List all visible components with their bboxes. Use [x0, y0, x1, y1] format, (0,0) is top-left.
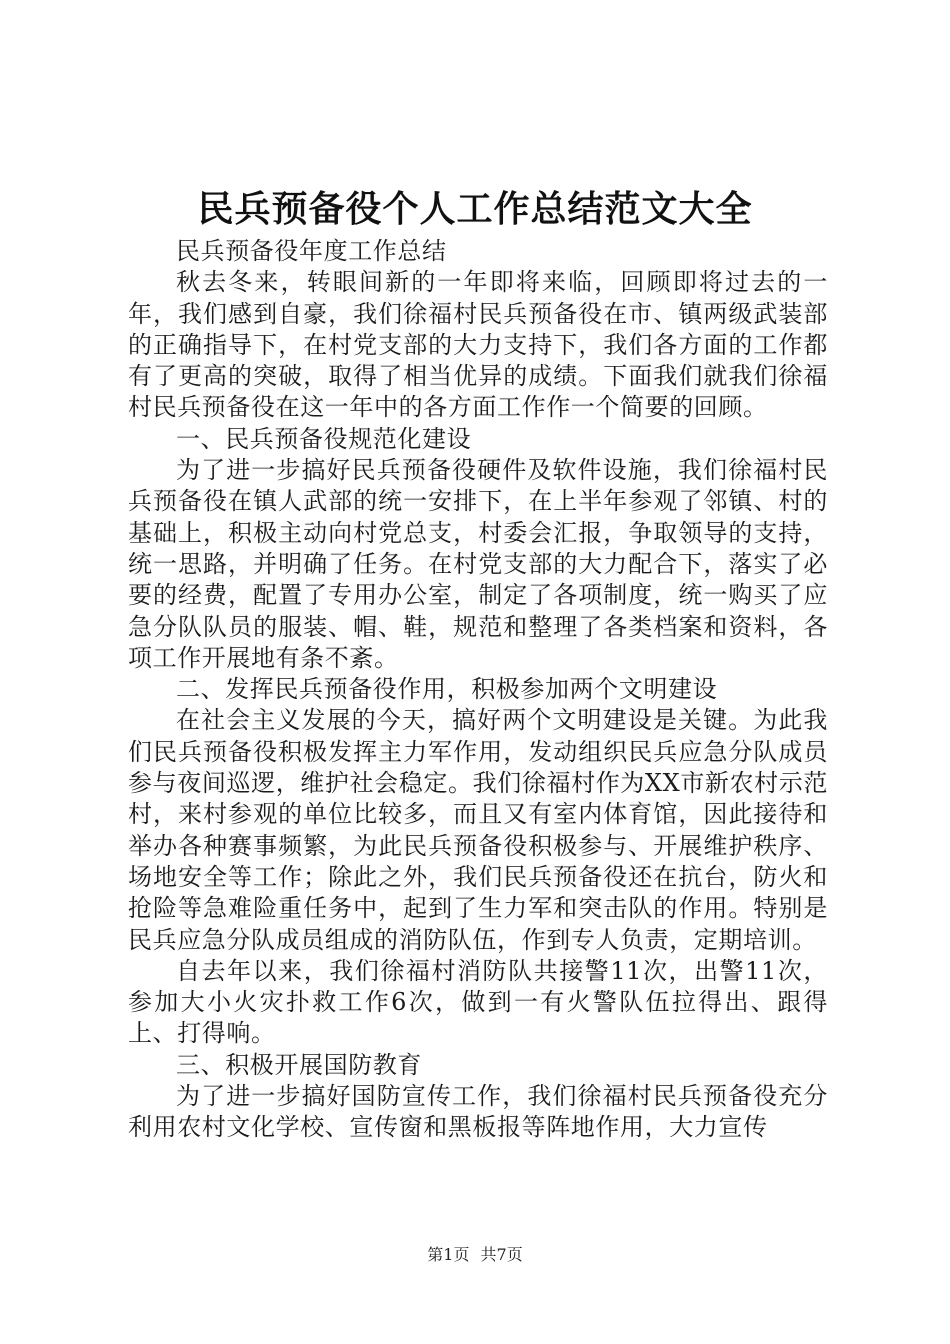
document-body [128, 236, 828, 1144]
section-2-paragraph: 在社会主义发展的今天，搞好两个文明建设是关键。为此我们民兵预备役积极发挥主力军作用，发动组织民兵应急分队成员参与夜间巡逻，维护社会稳定。我们徐福村作为XX市新农村示范村，来村参观的单位比较多，而且又有室内体育馆，因此接待和举办各种赛事频繁，为此民兵预备役积极参与、开展维护秩序、场地安全等工作；除此之外，我们民兵预备役还在抗台，防火和抢险等急难险重任务中，起到了生力军和突击队的作用。特别是民兵应急分队成员组成的消防队伍，作到专人负责，定期培训。 [128, 706, 828, 954]
page-number-current: 第1页 [427, 1245, 470, 1264]
section-heading-2: 二、发挥民兵预备役作用，积极参加两个文明建设 [176, 675, 718, 704]
page-number-total: 共7页 [480, 1245, 523, 1264]
section-heading-1: 一、民兵预备役规范化建设 [176, 424, 472, 453]
section-heading-3: 三、积极开展国防教育 [176, 1050, 422, 1079]
section-3-paragraph: 为了进一步搞好国防宣传工作，我们徐福村民兵预备役充分利用农村文化学校、宣传窗和黑板报等阵地作用，大力宣传 [128, 1082, 828, 1142]
document-title: 民兵预备役个人工作总结范文大全 [197, 188, 753, 230]
section-1-paragraph: 为了进一步搞好民兵预备役硬件及软件设施，我们徐福村民兵预备役在镇人武部的统一安排下，在上半年参观了邻镇、村的基础上，积极主动向村党总支，村委会汇报，争取领导的支持，统一思路，并明确了任务。在村党支部的大力配合下，落实了必要的经费，配置了专用办公室，制定了各项制度，统一购买了应急分队队员的服装、帽、鞋，规范和整理了各类档案和资料，各项工作开展地有条不紊。 [128, 456, 828, 672]
section-2-paragraph-2: 自去年以来，我们徐福村消防队共接警11次，出警11次，参加大小火灾扑救工作6次，做到一有火警队伍拉得出、跟得上、打得响。 [128, 956, 828, 1048]
intro-paragraph: 秋去冬来，转眼间新的一年即将来临，回顾即将过去的一年，我们感到自豪，我们徐福村民兵预备役在市、镇两级武装部的正确指导下，在村党支部的大力支持下，我们各方面的工作都有了更高的突破，取得了相当优异的成绩。下面我们就我们徐福村民兵预备役在这一年中的各方面工作作一个简要的回顾。 [128, 268, 828, 422]
subtitle-paragraph: 民兵预备役年度工作总结 [176, 237, 447, 265]
page-footer [0, 1244, 950, 1266]
